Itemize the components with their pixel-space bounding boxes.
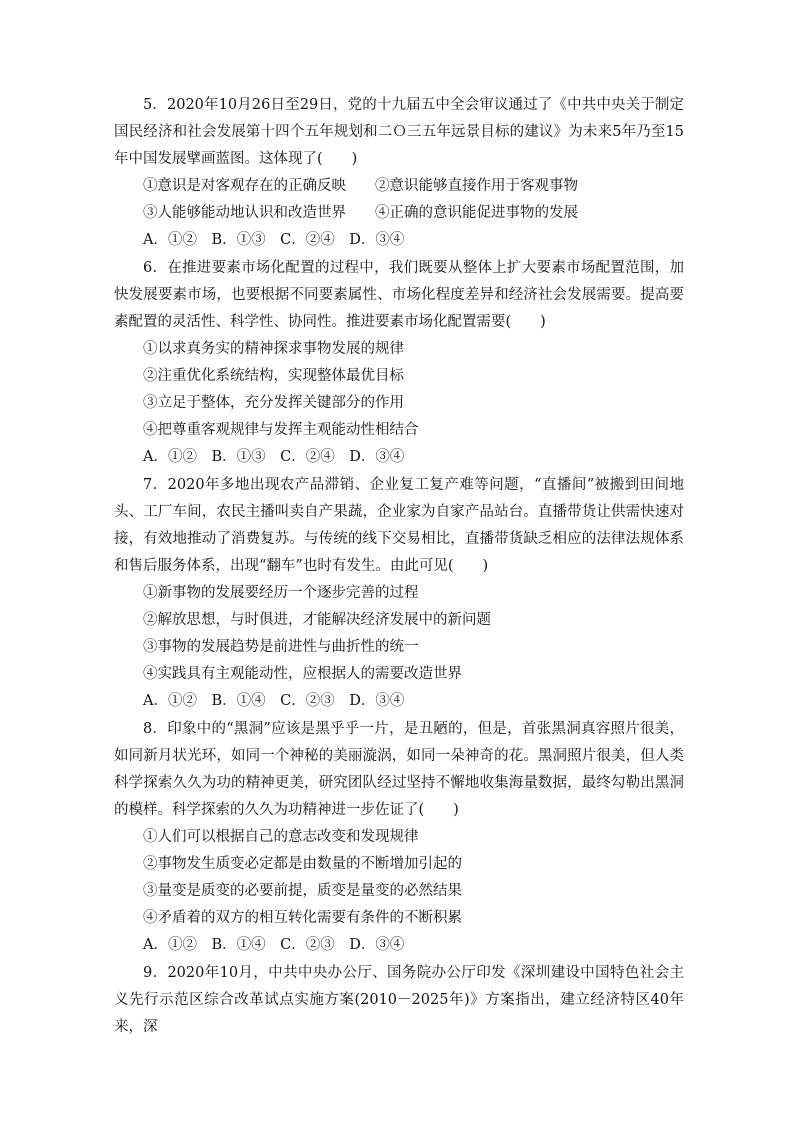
question-stem: 8．印象中的“黑洞”应该是黑乎乎一片，是丑陋的，但是，首张黑洞真容照片很美，如同新月状光环，如同一个神秘的美丽漩涡，如同一朵神奇的花。黑洞照片很美，但人类科学探索久久为功的精神更美，研究团队经过坚持不懈地收集海量数据，最终勾勒出黑洞的模样。科学探索的久久为功精神进一步佐证了( ) — [114, 721, 684, 818]
question-stem: 7．2020年多地出现农产品滞销、企业复工复产难等问题，“直播间”被搬到田间地头、工厂车间，农民主播叫卖自产果蔬，企业家为自家产品站台。直播带货让供需快速对接，有效地推动了消费复苏。与传统的线下交易相比，直播带货缺乏相应的法律法规体系和售后服务体系，出现“翻车”也时有发生。由此可见( ) — [114, 477, 684, 574]
answer-choices: A．①② B．①④ C．②③ D．③④ — [143, 937, 405, 953]
option-line: ①以求真务实的精神探求事物发展的规律 — [143, 341, 404, 357]
question-9 — [114, 960, 684, 1041]
option-line: ④矛盾着的双方的相互转化需要有条件的不断积累 — [143, 910, 462, 926]
question-stem: 6．在推进要素市场化配置的过程中，我们既要从整体上扩大要素市场配置范围，加快发展要素市场，也要根据不同要素属性、市场化程度差异和经济社会发展需要。提高要素配置的灵活性、科学性、协同性。推进要素市场化配置需要( ) — [114, 260, 684, 330]
option-line: ④实践具有主观能动性，应根据人的需要改造世界 — [143, 666, 462, 682]
option-line: ②解放思想，与时俱进，才能解决经济发展中的新问题 — [143, 612, 491, 628]
question-8 — [114, 716, 684, 959]
question-stem: 5．2020年10月26日至29日，党的十九届五中全会审议通过了《中共中央关于制定国民经济和社会发展第十四个五年规划和二Ｏ三五年远景目标的建议》为未来5年乃至15年中国发展擘画蓝图。这体现了( ) — [114, 97, 684, 167]
question-stem: 9．2020年10月，中共中央办公厅、国务院办公厅印发《深圳建设中国特色社会主义先行示范区综合改革试点实施方案(2010－2025年)》方案指出，建立经济特区40年来，深 — [114, 965, 684, 1035]
option-line: ③人能够能动地认识和改造世界 ④正确的意识能促进事物的发展 — [143, 205, 578, 221]
answer-choices: A．①② B．①③ C．②④ D．③④ — [143, 449, 405, 465]
question-5 — [114, 92, 684, 254]
option-line: ②注重优化系统结构，实现整体最优目标 — [143, 368, 404, 384]
answer-choices: A．①② B．①④ C．②③ D．③④ — [143, 693, 405, 709]
answer-choices: A．①② B．①③ C．②④ D．③④ — [143, 232, 405, 248]
question-7 — [114, 472, 684, 715]
question-6 — [114, 255, 684, 471]
option-line: ①新事物的发展要经历一个逐步完善的过程 — [143, 585, 419, 601]
option-line: ①意识是对客观存在的正确反映 ②意识能够直接作用于客观事物 — [143, 178, 578, 194]
option-line: ④把尊重客观规律与发挥主观能动性相结合 — [143, 422, 419, 438]
option-line: ③量变是质变的必要前提，质变是量变的必然结果 — [143, 883, 462, 899]
option-line: ②事物发生质变必定都是由数量的不断增加引起的 — [143, 856, 462, 872]
option-line: ③立足于整体，充分发挥关键部分的作用 — [143, 395, 404, 411]
option-line: ③事物的发展趋势是前进性与曲折性的统一 — [143, 639, 419, 655]
option-line: ①人们可以根据自己的意志改变和发现规律 — [143, 829, 419, 845]
